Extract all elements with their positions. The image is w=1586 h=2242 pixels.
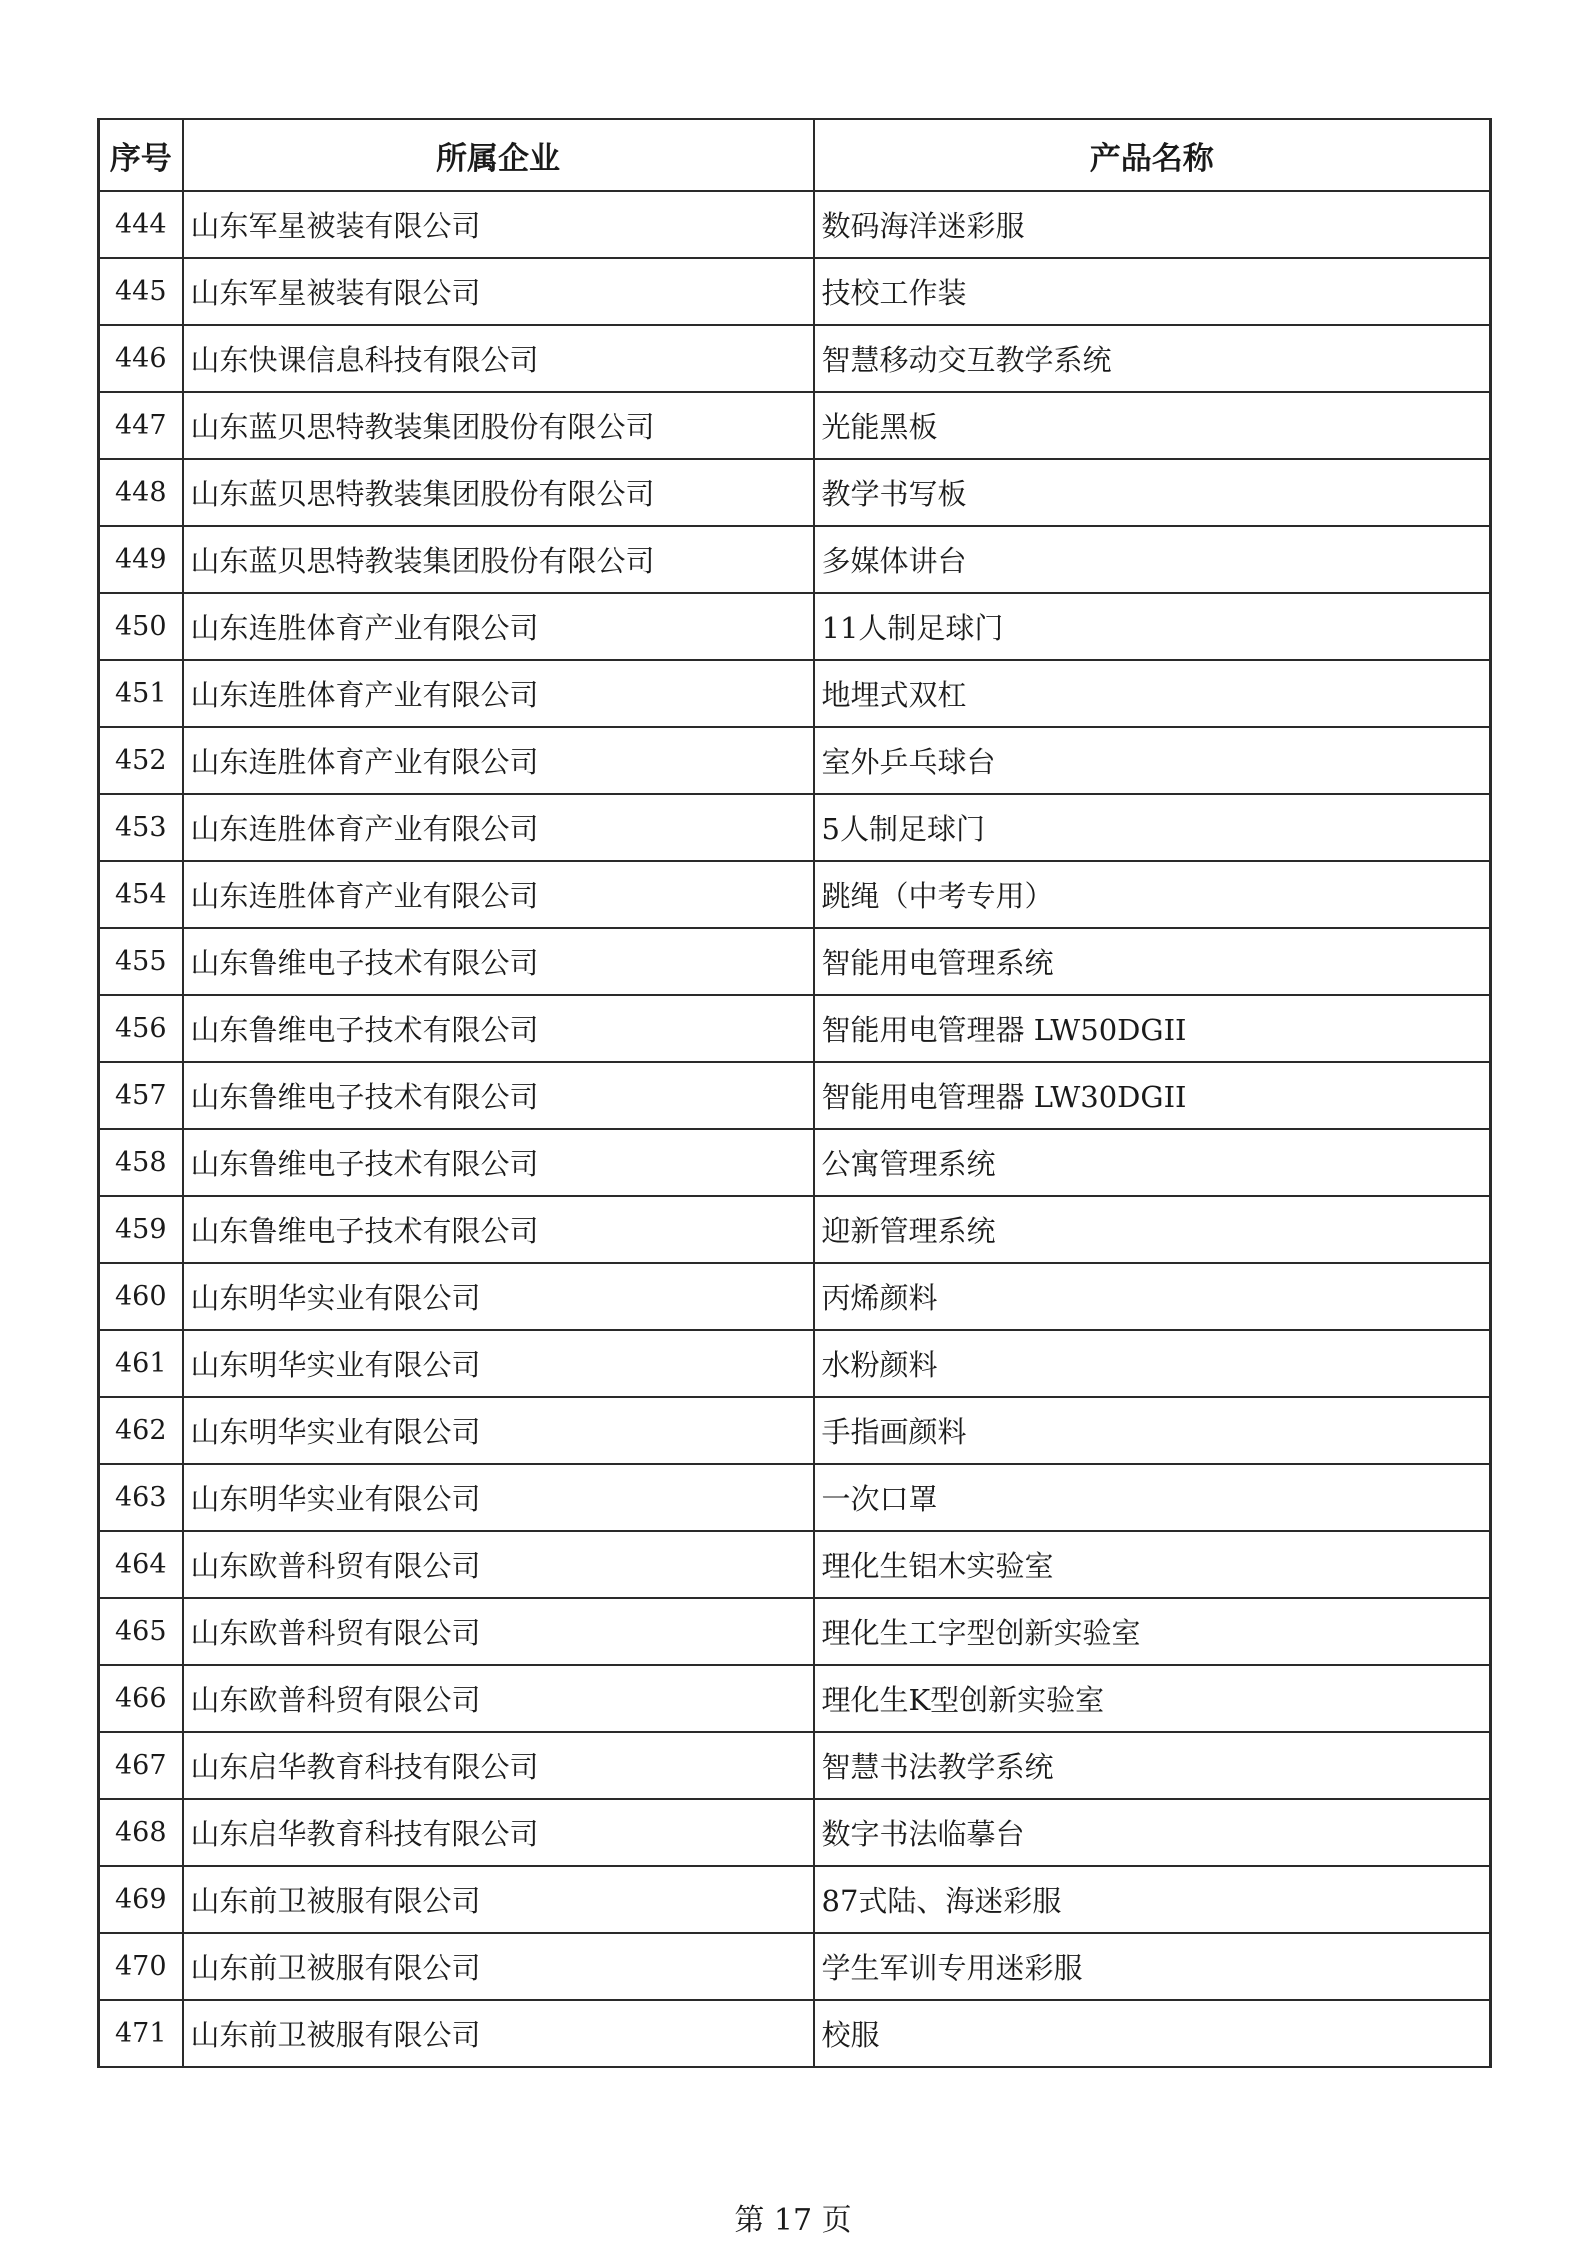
cell-serial-number: 459 xyxy=(99,1196,183,1263)
cell-company: 山东鲁维电子技术有限公司 xyxy=(183,928,814,995)
cell-company: 山东鲁维电子技术有限公司 xyxy=(183,1129,814,1196)
cell-serial-number: 446 xyxy=(99,325,183,392)
table-row xyxy=(99,526,1491,593)
page-number: 第 17 页 xyxy=(734,2203,852,2238)
cell-company: 山东连胜体育产业有限公司 xyxy=(183,593,814,660)
table-row xyxy=(99,1263,1491,1330)
table-row xyxy=(99,1866,1491,1933)
cell-serial-number: 457 xyxy=(99,1062,183,1129)
cell-product-name: 智慧移动交互教学系统 xyxy=(814,325,1491,392)
cell-serial-number: 450 xyxy=(99,593,183,660)
table-row xyxy=(99,593,1491,660)
table-row xyxy=(99,928,1491,995)
cell-serial-number: 464 xyxy=(99,1531,183,1598)
table-row xyxy=(99,191,1491,258)
cell-product-name: 智能用电管理器 LW30DGII xyxy=(814,1062,1491,1129)
cell-product-name: 数码海洋迷彩服 xyxy=(814,191,1491,258)
table-row xyxy=(99,1464,1491,1531)
table-row xyxy=(99,995,1491,1062)
cell-product-name: 一次口罩 xyxy=(814,1464,1491,1531)
table-row xyxy=(99,1598,1491,1665)
cell-serial-number: 447 xyxy=(99,392,183,459)
cell-company: 山东明华实业有限公司 xyxy=(183,1397,814,1464)
product-table xyxy=(97,118,1492,2068)
cell-company: 山东欧普科贸有限公司 xyxy=(183,1598,814,1665)
cell-company: 山东明华实业有限公司 xyxy=(183,1263,814,1330)
table-row xyxy=(99,258,1491,325)
cell-serial-number: 455 xyxy=(99,928,183,995)
cell-product-name: 校服 xyxy=(814,2000,1491,2067)
cell-company: 山东明华实业有限公司 xyxy=(183,1330,814,1397)
cell-product-name: 室外乒乓球台 xyxy=(814,727,1491,794)
table-row xyxy=(99,1665,1491,1732)
cell-company: 山东前卫被服有限公司 xyxy=(183,1866,814,1933)
cell-serial-number: 462 xyxy=(99,1397,183,1464)
cell-serial-number: 452 xyxy=(99,727,183,794)
cell-serial-number: 456 xyxy=(99,995,183,1062)
cell-product-name: 数字书法临摹台 xyxy=(814,1799,1491,1866)
cell-product-name: 多媒体讲台 xyxy=(814,526,1491,593)
cell-product-name: 87式陆、海迷彩服 xyxy=(814,1866,1491,1933)
header-product-name: 产品名称 xyxy=(814,119,1491,191)
table-row xyxy=(99,392,1491,459)
cell-product-name: 5人制足球门 xyxy=(814,794,1491,861)
cell-product-name: 水粉颜料 xyxy=(814,1330,1491,1397)
table-row xyxy=(99,1531,1491,1598)
cell-company: 山东鲁维电子技术有限公司 xyxy=(183,995,814,1062)
cell-serial-number: 444 xyxy=(99,191,183,258)
table-row xyxy=(99,459,1491,526)
cell-company: 山东连胜体育产业有限公司 xyxy=(183,660,814,727)
table-row xyxy=(99,1196,1491,1263)
cell-product-name: 地埋式双杠 xyxy=(814,660,1491,727)
cell-company: 山东军星被装有限公司 xyxy=(183,258,814,325)
cell-product-name: 手指画颜料 xyxy=(814,1397,1491,1464)
cell-serial-number: 445 xyxy=(99,258,183,325)
table-row xyxy=(99,861,1491,928)
cell-company: 山东连胜体育产业有限公司 xyxy=(183,794,814,861)
table-header-row xyxy=(99,119,1491,191)
cell-serial-number: 465 xyxy=(99,1598,183,1665)
cell-serial-number: 463 xyxy=(99,1464,183,1531)
cell-company: 山东欧普科贸有限公司 xyxy=(183,1665,814,1732)
cell-serial-number: 451 xyxy=(99,660,183,727)
cell-serial-number: 470 xyxy=(99,1933,183,2000)
cell-serial-number: 449 xyxy=(99,526,183,593)
cell-product-name: 丙烯颜料 xyxy=(814,1263,1491,1330)
cell-company: 山东鲁维电子技术有限公司 xyxy=(183,1062,814,1129)
table-row xyxy=(99,1062,1491,1129)
table-row xyxy=(99,1732,1491,1799)
cell-serial-number: 458 xyxy=(99,1129,183,1196)
cell-product-name: 智能用电管理器 LW50DGII xyxy=(814,995,1491,1062)
cell-company: 山东启华教育科技有限公司 xyxy=(183,1799,814,1866)
table-row xyxy=(99,794,1491,861)
table-row xyxy=(99,727,1491,794)
cell-serial-number: 460 xyxy=(99,1263,183,1330)
table-row xyxy=(99,1330,1491,1397)
cell-company: 山东鲁维电子技术有限公司 xyxy=(183,1196,814,1263)
cell-company: 山东前卫被服有限公司 xyxy=(183,1933,814,2000)
cell-product-name: 理化生K型创新实验室 xyxy=(814,1665,1491,1732)
table-row xyxy=(99,1933,1491,2000)
table-row xyxy=(99,325,1491,392)
header-company: 所属企业 xyxy=(183,119,814,191)
cell-company: 山东连胜体育产业有限公司 xyxy=(183,727,814,794)
cell-product-name: 智慧书法教学系统 xyxy=(814,1732,1491,1799)
cell-company: 山东前卫被服有限公司 xyxy=(183,2000,814,2067)
cell-company: 山东蓝贝思特教装集团股份有限公司 xyxy=(183,459,814,526)
cell-product-name: 理化生铝木实验室 xyxy=(814,1531,1491,1598)
cell-serial-number: 469 xyxy=(99,1866,183,1933)
cell-product-name: 跳绳（中考专用） xyxy=(814,861,1491,928)
cell-serial-number: 468 xyxy=(99,1799,183,1866)
cell-product-name: 技校工作装 xyxy=(814,258,1491,325)
table-row xyxy=(99,660,1491,727)
cell-product-name: 公寓管理系统 xyxy=(814,1129,1491,1196)
cell-product-name: 理化生工字型创新实验室 xyxy=(814,1598,1491,1665)
table-row xyxy=(99,2000,1491,2067)
cell-product-name: 智能用电管理系统 xyxy=(814,928,1491,995)
cell-company: 山东军星被装有限公司 xyxy=(183,191,814,258)
cell-product-name: 学生军训专用迷彩服 xyxy=(814,1933,1491,2000)
cell-company: 山东连胜体育产业有限公司 xyxy=(183,861,814,928)
cell-product-name: 光能黑板 xyxy=(814,392,1491,459)
cell-serial-number: 461 xyxy=(99,1330,183,1397)
cell-company: 山东欧普科贸有限公司 xyxy=(183,1531,814,1598)
cell-company: 山东蓝贝思特教装集团股份有限公司 xyxy=(183,526,814,593)
table-row xyxy=(99,1397,1491,1464)
cell-serial-number: 467 xyxy=(99,1732,183,1799)
cell-company: 山东蓝贝思特教装集团股份有限公司 xyxy=(183,392,814,459)
cell-serial-number: 466 xyxy=(99,1665,183,1732)
cell-company: 山东明华实业有限公司 xyxy=(183,1464,814,1531)
cell-product-name: 教学书写板 xyxy=(814,459,1491,526)
cell-company: 山东启华教育科技有限公司 xyxy=(183,1732,814,1799)
table-body xyxy=(99,191,1491,2067)
cell-product-name: 迎新管理系统 xyxy=(814,1196,1491,1263)
header-serial-number: 序号 xyxy=(99,119,183,191)
cell-serial-number: 454 xyxy=(99,861,183,928)
cell-serial-number: 453 xyxy=(99,794,183,861)
cell-company: 山东快课信息科技有限公司 xyxy=(183,325,814,392)
table-row xyxy=(99,1799,1491,1866)
cell-product-name: 11人制足球门 xyxy=(814,593,1491,660)
cell-serial-number: 448 xyxy=(99,459,183,526)
table-row xyxy=(99,1129,1491,1196)
cell-serial-number: 471 xyxy=(99,2000,183,2067)
